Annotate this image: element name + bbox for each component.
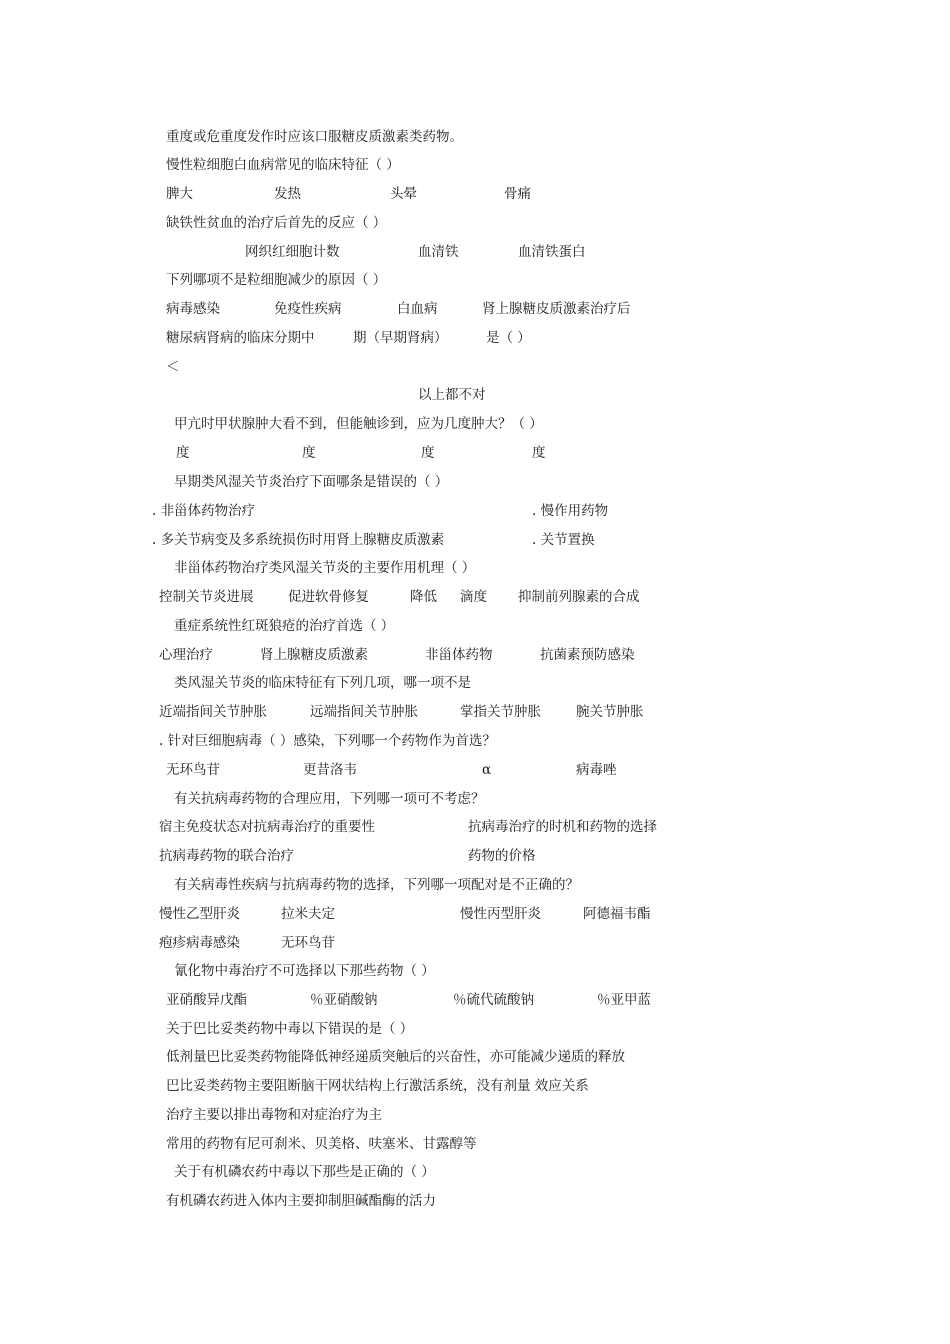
option: 促进软骨修复 (288, 589, 369, 605)
option: 病毒唑 (576, 762, 617, 778)
question-text: 关于有机磷农药中毒以下那些是正确的（ ） (174, 1164, 435, 1180)
option: 巴比妥类药物主要阻断脑干网状结构上行激活系统，没有剂量 效应关系 (166, 1078, 589, 1094)
option-b: 发热 (274, 186, 301, 202)
question-text: 氰化物中毒治疗不可选择以下那些药物（ ） (174, 963, 435, 979)
option: 低剂量巴比妥类药物能降低神经递质突触后的兴奋性，亦可能减少递质的释放 (166, 1049, 625, 1065)
option: 心理治疗 (159, 647, 213, 663)
option-c: 白血病 (397, 301, 438, 317)
option: 血清铁 (418, 244, 459, 260)
option: 血清铁蛋白 (518, 244, 586, 260)
option: 药物的价格 (468, 848, 536, 864)
option: 无环鸟苷 (281, 935, 335, 951)
question-text: 慢性粒细胞白血病常见的临床特征（ ） (166, 157, 400, 173)
question-text: 早期类风湿关节炎治疗下面哪条是错误的（ ） (174, 474, 449, 490)
option: 远端指间关节肿胀 (310, 704, 418, 720)
option: 网织红细胞计数 (245, 244, 340, 260)
option-c: 度 (421, 445, 435, 461)
option: α (482, 762, 492, 778)
question-text: 有关抗病毒药物的合理应用，下列哪一项可不考虑？ (174, 791, 485, 807)
option-d: 度 (532, 445, 546, 461)
option-a: 病毒感染 (166, 301, 220, 317)
option: 抗菌素预防感染 (540, 647, 635, 663)
option: . 关节置换 (532, 532, 595, 548)
question-text: 下列哪项不是粒细胞减少的原因（ ） (166, 272, 387, 288)
question-text: 重症系统性红斑狼疮的治疗首选（ ） (174, 618, 395, 634)
option-a: 脾大 (166, 186, 193, 202)
option: 近端指间关节肿胀 (159, 704, 267, 720)
question-text: 甲亢时甲状腺肿大看不到，但能触诊到，应为几度肿大？（ ） (174, 416, 543, 432)
question-text: 关于巴比妥类药物中毒以下错误的是（ ） (166, 1021, 414, 1037)
question-text: 缺铁性贫血的治疗后首先的反应（ ） (166, 215, 387, 231)
option: 抑制前列腺素的合成 (518, 589, 640, 605)
question-text: 类风湿关节炎的临床特征有下列几项，哪一项不是 (174, 675, 471, 691)
option: . 慢作用药物 (532, 503, 609, 519)
question-text: 期（早期肾病） (353, 330, 448, 346)
option: 无环鸟苷 (166, 762, 220, 778)
option: 常用的药物有尼可刹米、贝美格、呋塞米、甘露醇等 (166, 1136, 477, 1152)
option: 慢性丙型肝炎 (460, 906, 541, 922)
option: 拉米夫定 (281, 906, 335, 922)
option: 抗病毒治疗的时机和药物的选择 (468, 819, 657, 835)
option: 降低 (410, 589, 437, 605)
question-text: 糖尿病肾病的临床分期中 (166, 330, 315, 346)
option-b: 免疫性疾病 (274, 301, 342, 317)
option: ％亚甲蓝 (597, 992, 651, 1008)
option: 更昔洛韦 (303, 762, 357, 778)
option: 慢性乙型肝炎 (159, 906, 240, 922)
option-c: 头晕 (390, 186, 417, 202)
option: 掌指关节肿胀 (460, 704, 541, 720)
question-text: 是（ ） (486, 330, 531, 346)
text-line: 重度或危重度发作时应该口服糖皮质激素类药物。 (166, 129, 463, 145)
option: ％硫代硫酸钠 (453, 992, 534, 1008)
option: 宿主免疫状态对抗病毒治疗的重要性 (159, 819, 375, 835)
option-d: 骨痛 (504, 186, 531, 202)
option: . 非甾体药物治疗 (152, 503, 256, 519)
option: 滴度 (460, 589, 487, 605)
option-a: 度 (176, 445, 190, 461)
option: 亚硝酸异戊酯 (166, 992, 247, 1008)
option: 疱疹病毒感染 (159, 935, 240, 951)
option: ％亚硝酸钠 (310, 992, 378, 1008)
option: 阿德福韦酯 (583, 906, 651, 922)
question-text: 有关病毒性疾病与抗病毒药物的选择，下列哪一项配对是不正确的？ (174, 877, 579, 893)
option: 治疗主要以排出毒物和对症治疗为主 (166, 1107, 382, 1123)
question-text: 非甾体药物治疗类风湿关节炎的主要作用机理（ ） (174, 560, 476, 576)
option: 肾上腺糖皮质激素 (260, 647, 368, 663)
option: 以上都不对 (418, 387, 486, 403)
option: 有机磷农药进入体内主要抑制胆碱酯酶的活力 (166, 1193, 436, 1209)
option: ＜ (166, 359, 180, 375)
option: 抗病毒药物的联合治疗 (159, 848, 294, 864)
option: 非甾体药物 (425, 647, 493, 663)
option-b: 度 (302, 445, 316, 461)
option: . 多关节病变及多系统损伤时用肾上腺糖皮质激素 (152, 532, 445, 548)
question-text: . 针对巨细胞病毒（ ）感染，下列哪一个药物作为首选？ (159, 733, 496, 749)
option: 控制关节炎进展 (159, 589, 254, 605)
option: 腕关节肿胀 (576, 704, 644, 720)
option-d: 肾上腺糖皮质激素治疗后 (482, 301, 631, 317)
